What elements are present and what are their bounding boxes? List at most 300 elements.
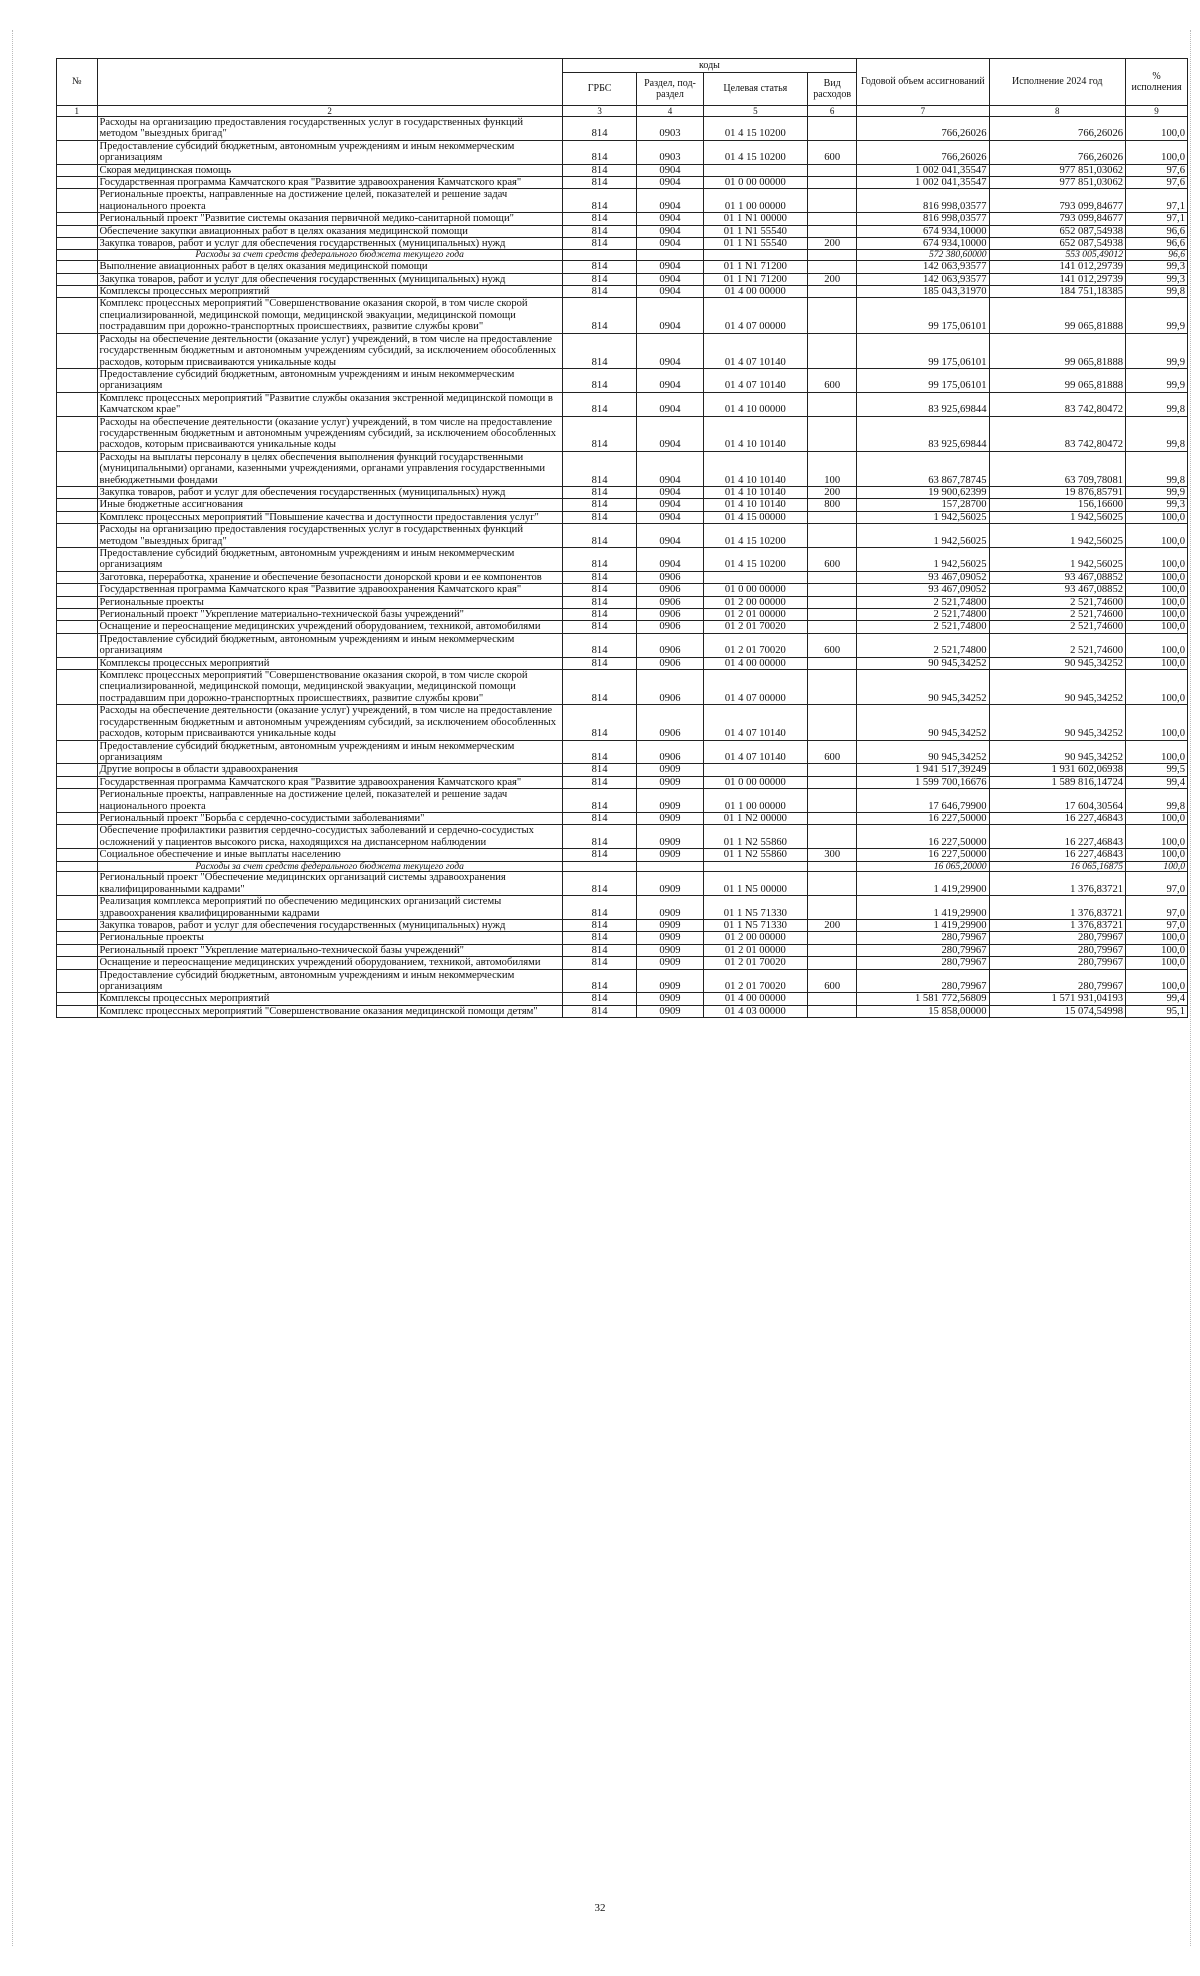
cell-exptype bbox=[808, 621, 857, 633]
colnum-1: 1 bbox=[57, 106, 98, 117]
cell-name: Комплексы процессных мероприятий bbox=[97, 993, 562, 1005]
cell-exptype bbox=[808, 896, 857, 920]
cell-section: 0904 bbox=[637, 486, 703, 498]
table-row bbox=[57, 213, 1188, 225]
cell-section: 0904 bbox=[637, 333, 703, 368]
cell-grbs: 814 bbox=[562, 896, 637, 920]
cell-annual: 93 467,09052 bbox=[857, 584, 989, 596]
cell-section: 0904 bbox=[637, 225, 703, 237]
subtotal-row bbox=[57, 250, 1188, 261]
header-target: Целевая статья bbox=[703, 73, 808, 106]
cell-target: 01 4 15 10200 bbox=[703, 524, 808, 548]
cell-name: Социальное обеспечение и иные выплаты населению bbox=[97, 849, 562, 861]
cell-name: Обеспечение профилактики развития сердечно-сосудистых заболеваний и сердечно-сосудистых осложнений у пациентов высокого риска, находящихся на диспансерном наблюдении bbox=[97, 825, 562, 849]
cell-num bbox=[57, 872, 98, 896]
cell-name: Региональный проект "Развитие системы оказания первичной медико-санитарной помощи" bbox=[97, 213, 562, 225]
cell-num bbox=[57, 392, 98, 416]
cell-grbs: 814 bbox=[562, 238, 637, 250]
table-row bbox=[57, 957, 1188, 969]
header-exec: Исполнение 2024 год bbox=[989, 59, 1126, 106]
cell-exec: 1 931 602,06938 bbox=[989, 764, 1126, 776]
cell-name: Комплекс процессных мероприятий "Повышение качества и доступности предоставления услуг" bbox=[97, 511, 562, 523]
cell-target: 01 4 10 00000 bbox=[703, 392, 808, 416]
cell-exec: 1 942,56025 bbox=[989, 524, 1126, 548]
cell-grbs: 814 bbox=[562, 1005, 637, 1017]
cell-annual: 90 945,34252 bbox=[857, 670, 989, 705]
header-name bbox=[97, 59, 562, 106]
cell-exptype bbox=[808, 932, 857, 944]
cell-exec: 93 467,08852 bbox=[989, 571, 1126, 583]
cell-target: 01 1 N2 55860 bbox=[703, 849, 808, 861]
cell-num bbox=[57, 657, 98, 669]
table-row bbox=[57, 117, 1188, 141]
cell-name: Скорая медицинская помощь bbox=[97, 164, 562, 176]
cell-num bbox=[57, 368, 98, 392]
table-row bbox=[57, 368, 1188, 392]
table-row bbox=[57, 261, 1188, 273]
cell-pct: 99,9 bbox=[1126, 486, 1188, 498]
cell-exec: 1 571 931,04193 bbox=[989, 993, 1126, 1005]
cell-annual: 816 998,03577 bbox=[857, 189, 989, 213]
table-row bbox=[57, 609, 1188, 621]
cell-name: Региональный проект "Обеспечение медицинских организаций системы здравоохранения квалифицированными кадрами" bbox=[97, 872, 562, 896]
cell-grbs: 814 bbox=[562, 957, 637, 969]
cell-exptype bbox=[808, 609, 857, 621]
cell-grbs: 814 bbox=[562, 213, 637, 225]
cell-exec: 83 742,80472 bbox=[989, 392, 1126, 416]
cell-grbs: 814 bbox=[562, 286, 637, 298]
cell-grbs: 814 bbox=[562, 584, 637, 596]
cell-num bbox=[57, 705, 98, 740]
subtotal-row bbox=[57, 861, 1188, 872]
cell-exec: 15 074,54998 bbox=[989, 1005, 1126, 1017]
cell-name: Комплексы процессных мероприятий bbox=[97, 657, 562, 669]
cell-pct: 99,8 bbox=[1126, 789, 1188, 813]
cell-pct: 99,4 bbox=[1126, 993, 1188, 1005]
table-row bbox=[57, 993, 1188, 1005]
cell-exptype: 200 bbox=[808, 486, 857, 498]
cell-section: 0909 bbox=[637, 1005, 703, 1017]
cell-exec: 652 087,54938 bbox=[989, 238, 1126, 250]
cell-section: 0904 bbox=[637, 524, 703, 548]
table-row bbox=[57, 944, 1188, 956]
cell-exptype: 200 bbox=[808, 920, 857, 932]
cell-pct: 100,0 bbox=[1126, 670, 1188, 705]
cell-pct: 97,0 bbox=[1126, 896, 1188, 920]
cell-pct: 97,1 bbox=[1126, 213, 1188, 225]
header-codes: коды bbox=[562, 59, 856, 73]
cell-annual: 90 945,34252 bbox=[857, 657, 989, 669]
cell-exptype bbox=[808, 596, 857, 608]
cell-annual: 280,79967 bbox=[857, 969, 989, 993]
cell-exptype bbox=[808, 511, 857, 523]
cell-annual: 157,28700 bbox=[857, 499, 989, 511]
cell-name: Государственная программа Камчатского края "Развитие здравоохранения Камчатского края" bbox=[97, 584, 562, 596]
cell-num bbox=[57, 571, 98, 583]
cell-num bbox=[57, 609, 98, 621]
cell-section: 0904 bbox=[637, 368, 703, 392]
cell-section: 0909 bbox=[637, 896, 703, 920]
cell-target: 01 1 N2 55860 bbox=[703, 825, 808, 849]
cell-pct: 99,3 bbox=[1126, 273, 1188, 285]
cell-exec: 90 945,34252 bbox=[989, 740, 1126, 764]
cell-exec: 141 012,29739 bbox=[989, 261, 1126, 273]
cell-name: Комплекс процессных мероприятий "Совершенствование оказания скорой, в том числе скорой специализированной, медицинской помощи, медицинской эвакуации, медицинской помощи пострадавшим при дорожно-транспортных происшествиях, развитие службы крови" bbox=[97, 670, 562, 705]
table-row bbox=[57, 621, 1188, 633]
cell-target: 01 4 07 00000 bbox=[703, 298, 808, 333]
cell-num bbox=[57, 524, 98, 548]
table-row bbox=[57, 932, 1188, 944]
table-row bbox=[57, 776, 1188, 788]
cell-annual: 2 521,74800 bbox=[857, 621, 989, 633]
cell-name: Оснащение и переоснащение медицинских учреждений оборудованием, техникой, автомобилями bbox=[97, 621, 562, 633]
cell-num bbox=[57, 451, 98, 486]
cell-exec: 553 005,49012 bbox=[989, 250, 1126, 261]
cell-section: 0909 bbox=[637, 920, 703, 932]
cell-target: 01 4 03 00000 bbox=[703, 1005, 808, 1017]
cell-exptype bbox=[808, 213, 857, 225]
cell-pct: 99,8 bbox=[1126, 451, 1188, 486]
cell-exec: 63 709,78081 bbox=[989, 451, 1126, 486]
cell-target: 01 1 N5 00000 bbox=[703, 872, 808, 896]
cell-exec: 1 376,83721 bbox=[989, 872, 1126, 896]
cell-exptype bbox=[808, 261, 857, 273]
cell-name: Предоставление субсидий бюджетным, автономным учреждениям и иным некоммерческим организациям bbox=[97, 140, 562, 164]
cell-exec: 2 521,74600 bbox=[989, 596, 1126, 608]
cell-num bbox=[57, 776, 98, 788]
cell-name: Расходы за счет средств федерального бюджета текущего года bbox=[97, 250, 562, 261]
cell-section: 0906 bbox=[637, 670, 703, 705]
cell-exec: 99 065,81888 bbox=[989, 368, 1126, 392]
table-row bbox=[57, 1005, 1188, 1017]
cell-section: 0904 bbox=[637, 286, 703, 298]
cell-annual: 16 065,20000 bbox=[857, 861, 989, 872]
cell-name: Региональный проект "Укрепление материально-технической базы учреждений" bbox=[97, 944, 562, 956]
cell-exptype bbox=[808, 825, 857, 849]
cell-grbs: 814 bbox=[562, 670, 637, 705]
cell-pct: 96,6 bbox=[1126, 250, 1188, 261]
cell-exec: 280,79967 bbox=[989, 957, 1126, 969]
cell-section: 0906 bbox=[637, 740, 703, 764]
table-row bbox=[57, 705, 1188, 740]
cell-num bbox=[57, 1005, 98, 1017]
cell-name: Расходы на организацию предоставления государственных услуг в государственных функций методом "выездных бригад" bbox=[97, 117, 562, 141]
cell-annual: 17 646,79900 bbox=[857, 789, 989, 813]
cell-grbs: 814 bbox=[562, 273, 637, 285]
cell-exptype: 200 bbox=[808, 273, 857, 285]
cell-grbs: 814 bbox=[562, 969, 637, 993]
table-row bbox=[57, 764, 1188, 776]
cell-annual: 2 521,74800 bbox=[857, 609, 989, 621]
cell-section: 0909 bbox=[637, 776, 703, 788]
cell-name: Региональные проекты, направленные на достижение целей, показателей и решение задач национального проекта bbox=[97, 189, 562, 213]
cell-num bbox=[57, 273, 98, 285]
cell-name: Расходы на выплаты персоналу в целях обеспечения выполнения функций государственными (муниципальными) органами, казенными учреждениями, органами управления государственными внебюджетными фондами bbox=[97, 451, 562, 486]
cell-section: 0909 bbox=[637, 812, 703, 824]
header-row-1 bbox=[57, 59, 1188, 73]
table-row bbox=[57, 177, 1188, 189]
cell-target bbox=[703, 571, 808, 583]
cell-grbs: 814 bbox=[562, 117, 637, 141]
cell-exptype bbox=[808, 189, 857, 213]
cell-exec: 977 851,03062 bbox=[989, 164, 1126, 176]
header-section: Раздел, под-раздел bbox=[637, 73, 703, 106]
cell-target: 01 1 N1 71200 bbox=[703, 273, 808, 285]
cell-name: Предоставление субсидий бюджетным, автономным учреждениям и иным некоммерческим организациям bbox=[97, 548, 562, 572]
cell-exec: 16 227,46843 bbox=[989, 849, 1126, 861]
cell-pct: 100,0 bbox=[1126, 117, 1188, 141]
cell-grbs: 814 bbox=[562, 298, 637, 333]
cell-annual: 816 998,03577 bbox=[857, 213, 989, 225]
cell-name: Комплекс процессных мероприятий "Развитие службы оказания экстренной медицинской помощи в Камчатском крае" bbox=[97, 392, 562, 416]
cell-exptype bbox=[808, 250, 857, 261]
cell-section: 0904 bbox=[637, 416, 703, 451]
cell-num bbox=[57, 920, 98, 932]
cell-pct: 100,0 bbox=[1126, 657, 1188, 669]
cell-section: 0904 bbox=[637, 261, 703, 273]
cell-pct: 99,3 bbox=[1126, 499, 1188, 511]
cell-exptype bbox=[808, 416, 857, 451]
cell-num bbox=[57, 333, 98, 368]
cell-annual: 16 227,50000 bbox=[857, 825, 989, 849]
colnum-2: 2 bbox=[97, 106, 562, 117]
cell-pct: 100,0 bbox=[1126, 140, 1188, 164]
cell-name: Расходы на обеспечение деятельности (оказание услуг) учреждений, в том числе на предоставление государственным бюджетным и автономным учреждениям субсидий, за исключением обособленных расходов, которым присваиваются уникальные коды bbox=[97, 416, 562, 451]
cell-num bbox=[57, 861, 98, 872]
cell-target bbox=[703, 250, 808, 261]
cell-target: 01 4 00 00000 bbox=[703, 657, 808, 669]
cell-pct: 100,0 bbox=[1126, 861, 1188, 872]
cell-exptype bbox=[808, 670, 857, 705]
cell-pct: 100,0 bbox=[1126, 740, 1188, 764]
cell-grbs: 814 bbox=[562, 571, 637, 583]
table-row bbox=[57, 416, 1188, 451]
cell-pct: 97,6 bbox=[1126, 177, 1188, 189]
cell-grbs: 814 bbox=[562, 333, 637, 368]
cell-pct: 96,6 bbox=[1126, 238, 1188, 250]
cell-num bbox=[57, 789, 98, 813]
cell-name: Региональный проект "Укрепление материально-технической базы учреждений" bbox=[97, 609, 562, 621]
cell-grbs: 814 bbox=[562, 486, 637, 498]
cell-target: 01 1 N2 00000 bbox=[703, 812, 808, 824]
cell-exptype: 100 bbox=[808, 451, 857, 486]
cell-name: Комплекс процессных мероприятий "Совершенствование оказания скорой, в том числе скорой специализированной, медицинской помощи, медицинской эвакуации, медицинской помощи пострадавшим при дорожно-транспортных происшествиях, развитие службы крови" bbox=[97, 298, 562, 333]
cell-num bbox=[57, 238, 98, 250]
cell-name: Выполнение авиационных работ в целях оказания медицинской помощи bbox=[97, 261, 562, 273]
cell-pct: 100,0 bbox=[1126, 957, 1188, 969]
cell-section: 0906 bbox=[637, 571, 703, 583]
cell-pct: 99,8 bbox=[1126, 286, 1188, 298]
cell-grbs: 814 bbox=[562, 705, 637, 740]
cell-num bbox=[57, 117, 98, 141]
cell-annual: 16 227,50000 bbox=[857, 849, 989, 861]
cell-exptype bbox=[808, 298, 857, 333]
cell-annual: 19 900,62399 bbox=[857, 486, 989, 498]
cell-section: 0906 bbox=[637, 705, 703, 740]
cell-target: 01 0 00 00000 bbox=[703, 776, 808, 788]
cell-pct: 97,0 bbox=[1126, 872, 1188, 896]
cell-exptype bbox=[808, 812, 857, 824]
cell-section: 0904 bbox=[637, 164, 703, 176]
cell-section: 0909 bbox=[637, 957, 703, 969]
cell-exptype bbox=[808, 861, 857, 872]
cell-annual: 1 942,56025 bbox=[857, 511, 989, 523]
table-row bbox=[57, 189, 1188, 213]
cell-section: 0904 bbox=[637, 392, 703, 416]
cell-num bbox=[57, 596, 98, 608]
cell-section: 0904 bbox=[637, 273, 703, 285]
cell-section: 0904 bbox=[637, 213, 703, 225]
cell-exptype: 600 bbox=[808, 740, 857, 764]
cell-exptype: 600 bbox=[808, 140, 857, 164]
cell-annual: 2 521,74800 bbox=[857, 633, 989, 657]
cell-annual: 1 581 772,56809 bbox=[857, 993, 989, 1005]
table-row bbox=[57, 825, 1188, 849]
colnum-3: 3 bbox=[562, 106, 637, 117]
cell-target: 01 4 15 00000 bbox=[703, 511, 808, 523]
cell-exptype bbox=[808, 164, 857, 176]
cell-target: 01 0 00 00000 bbox=[703, 584, 808, 596]
cell-pct: 99,4 bbox=[1126, 776, 1188, 788]
cell-section: 0904 bbox=[637, 451, 703, 486]
cell-num bbox=[57, 286, 98, 298]
table-row bbox=[57, 286, 1188, 298]
cell-pct: 100,0 bbox=[1126, 609, 1188, 621]
cell-target bbox=[703, 164, 808, 176]
cell-target: 01 2 01 00000 bbox=[703, 944, 808, 956]
cell-section: 0909 bbox=[637, 825, 703, 849]
cell-name: Расходы на обеспечение деятельности (оказание услуг) учреждений, в том числе на предоставление государственным бюджетным и автономным учреждениям субсидий, за исключением обособленных расходов, которым присваиваются уникальные коды bbox=[97, 333, 562, 368]
cell-exec: 280,79967 bbox=[989, 944, 1126, 956]
cell-target: 01 2 00 00000 bbox=[703, 932, 808, 944]
cell-annual: 142 063,93577 bbox=[857, 261, 989, 273]
cell-exptype bbox=[808, 225, 857, 237]
cell-pct: 97,0 bbox=[1126, 920, 1188, 932]
table-row bbox=[57, 584, 1188, 596]
cell-section: 0906 bbox=[637, 596, 703, 608]
table-row bbox=[57, 896, 1188, 920]
cell-pct: 100,0 bbox=[1126, 705, 1188, 740]
cell-grbs: 814 bbox=[562, 368, 637, 392]
cell-name: Государственная программа Камчатского края "Развитие здравоохранения Камчатского края" bbox=[97, 177, 562, 189]
table-row bbox=[57, 596, 1188, 608]
cell-name: Предоставление субсидий бюджетным, автономным учреждениям и иным некоммерческим организациям bbox=[97, 633, 562, 657]
cell-grbs: 814 bbox=[562, 657, 637, 669]
cell-num bbox=[57, 189, 98, 213]
cell-annual: 83 925,69844 bbox=[857, 392, 989, 416]
cell-num bbox=[57, 164, 98, 176]
cell-name: Региональный проект "Борьба с сердечно-сосудистыми заболеваниями" bbox=[97, 812, 562, 824]
cell-annual: 185 043,31970 bbox=[857, 286, 989, 298]
cell-annual: 766,26026 bbox=[857, 140, 989, 164]
cell-grbs bbox=[562, 861, 637, 872]
cell-exptype bbox=[808, 392, 857, 416]
cell-target: 01 1 N1 55540 bbox=[703, 238, 808, 250]
cell-num bbox=[57, 250, 98, 261]
cell-annual: 1 419,29900 bbox=[857, 872, 989, 896]
cell-annual: 1 419,29900 bbox=[857, 920, 989, 932]
cell-exec: 1 589 816,14724 bbox=[989, 776, 1126, 788]
cell-num bbox=[57, 944, 98, 956]
cell-exec: 1 942,56025 bbox=[989, 511, 1126, 523]
cell-exec: 280,79967 bbox=[989, 932, 1126, 944]
cell-grbs: 814 bbox=[562, 849, 637, 861]
cell-exec: 83 742,80472 bbox=[989, 416, 1126, 451]
cell-name: Закупка товаров, работ и услуг для обеспечения государственных (муниципальных) нужд bbox=[97, 273, 562, 285]
cell-pct: 96,6 bbox=[1126, 225, 1188, 237]
cell-section: 0909 bbox=[637, 969, 703, 993]
cell-target: 01 2 01 00000 bbox=[703, 609, 808, 621]
cell-exec: 90 945,34252 bbox=[989, 705, 1126, 740]
cell-num bbox=[57, 225, 98, 237]
cell-pct: 97,1 bbox=[1126, 189, 1188, 213]
colnum-4: 4 bbox=[637, 106, 703, 117]
cell-grbs: 814 bbox=[562, 944, 637, 956]
cell-pct: 100,0 bbox=[1126, 944, 1188, 956]
table-row bbox=[57, 499, 1188, 511]
colnum-5: 5 bbox=[703, 106, 808, 117]
cell-num bbox=[57, 140, 98, 164]
cell-grbs: 814 bbox=[562, 164, 637, 176]
cell-annual: 674 934,10000 bbox=[857, 225, 989, 237]
cell-section: 0903 bbox=[637, 117, 703, 141]
cell-grbs: 814 bbox=[562, 261, 637, 273]
cell-num bbox=[57, 621, 98, 633]
cell-target: 01 1 N1 55540 bbox=[703, 225, 808, 237]
cell-grbs: 814 bbox=[562, 920, 637, 932]
cell-exptype bbox=[808, 944, 857, 956]
table-row bbox=[57, 548, 1188, 572]
page-number: 32 bbox=[594, 1902, 606, 1914]
cell-exptype bbox=[808, 705, 857, 740]
cell-pct: 100,0 bbox=[1126, 932, 1188, 944]
cell-name: Региональные проекты, направленные на достижение целей, показателей и решение задач национального проекта bbox=[97, 789, 562, 813]
cell-section: 0904 bbox=[637, 499, 703, 511]
cell-annual: 83 925,69844 bbox=[857, 416, 989, 451]
cell-name: Комплексы процессных мероприятий bbox=[97, 286, 562, 298]
cell-num bbox=[57, 896, 98, 920]
cell-num bbox=[57, 740, 98, 764]
table-row bbox=[57, 486, 1188, 498]
cell-target: 01 2 01 70020 bbox=[703, 969, 808, 993]
cell-exec: 1 942,56025 bbox=[989, 548, 1126, 572]
cell-target: 01 1 N1 71200 bbox=[703, 261, 808, 273]
cell-grbs: 814 bbox=[562, 932, 637, 944]
cell-name: Оснащение и переоснащение медицинских учреждений оборудованием, техникой, автомобилями bbox=[97, 957, 562, 969]
cell-target: 01 4 07 10140 bbox=[703, 333, 808, 368]
cell-num bbox=[57, 633, 98, 657]
table-body bbox=[57, 106, 1188, 1018]
cell-exec: 1 376,83721 bbox=[989, 896, 1126, 920]
header-exptype: Вид расходов bbox=[808, 73, 857, 106]
cell-pct: 100,0 bbox=[1126, 571, 1188, 583]
table-row bbox=[57, 140, 1188, 164]
cell-target: 01 4 10 10140 bbox=[703, 499, 808, 511]
table-row bbox=[57, 571, 1188, 583]
table-row bbox=[57, 298, 1188, 333]
cell-annual: 90 945,34252 bbox=[857, 740, 989, 764]
cell-grbs: 814 bbox=[562, 416, 637, 451]
cell-exptype bbox=[808, 657, 857, 669]
cell-exec: 17 604,30564 bbox=[989, 789, 1126, 813]
cell-target: 01 1 N1 00000 bbox=[703, 213, 808, 225]
cell-section: 0909 bbox=[637, 993, 703, 1005]
table-row bbox=[57, 849, 1188, 861]
table-row bbox=[57, 657, 1188, 669]
cell-exptype bbox=[808, 117, 857, 141]
cell-exec: 156,16600 bbox=[989, 499, 1126, 511]
cell-exptype bbox=[808, 957, 857, 969]
